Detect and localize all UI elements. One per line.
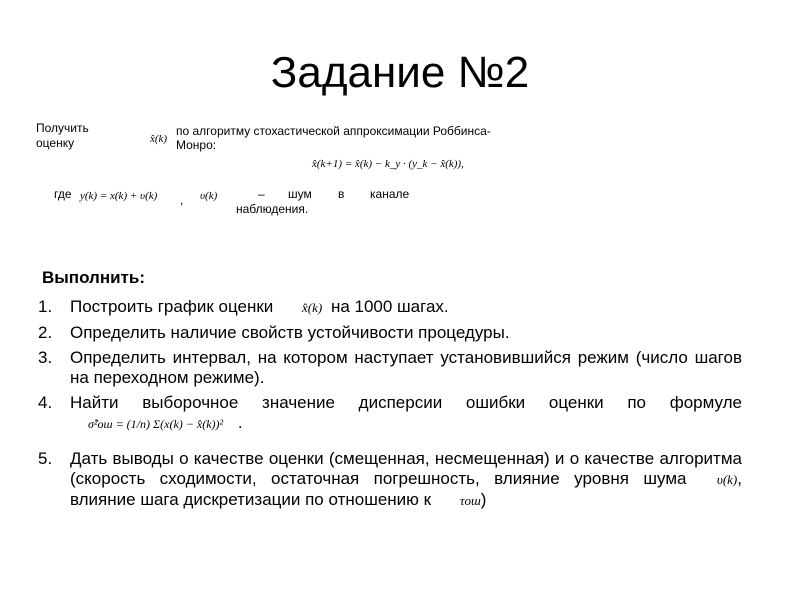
- noise-line-2: наблюдения.: [236, 202, 309, 216]
- estimate-symbol: x̂(k): [302, 300, 323, 315]
- list-item: 3. Определить интервал, на котором наступает установившийся режим (число шагов на переходном режиме).: [38, 348, 742, 387]
- list-item: 1. Построить график оценки x̂(k) на 1000 шагах.: [38, 297, 449, 316]
- noise-dash: –: [258, 187, 265, 201]
- comma: ,: [180, 193, 184, 207]
- variance-formula: σ̂²ош = (1/n) Σ(x(k) − x̂(k))²: [88, 417, 224, 431]
- list-item: 5. Дать выводы о качестве оценки (смещенная, несмещенная) и о качестве алгоритма (скорость сходимости, остаточная погрешность, влияние уровня шума υ(k), влияние шага дискретизации по отношению к τош): [38, 449, 742, 509]
- noise-word-3: канале: [370, 187, 410, 201]
- intro-method-line2: Монро:: [176, 138, 217, 152]
- section-heading: Выполнить:: [42, 268, 145, 287]
- intro-label-estimate: оценку: [36, 136, 75, 150]
- observation-formula: y(k) = x(k) + υ(k): [80, 190, 158, 202]
- noise-symbol: υ(k): [716, 472, 738, 487]
- estimate-symbol: x̂(k): [150, 133, 168, 145]
- algorithm-formula: x̂(k+1) = x̂(k) − k_y · (y_k − x̂(k)),: [312, 158, 464, 170]
- noise-word-1: шум: [288, 187, 312, 201]
- intro-method-line1: по алгоритму стохастической аппроксимации Роббинса-: [176, 124, 491, 138]
- intro-label-get: Получить: [36, 121, 89, 135]
- task-list: [38, 297, 742, 516]
- page-title: Задание №2: [270, 48, 530, 97]
- list-item: 2. Определить наличие свойств устойчивости процедуры.: [38, 323, 510, 342]
- noise-word-2: в: [338, 187, 345, 201]
- tau-symbol: τош: [459, 493, 481, 508]
- where-label: где: [54, 187, 72, 201]
- noise-symbol: υ(k): [200, 190, 218, 202]
- list-item: 4. Найти выборочное значение дисперсии ошибки оценки по формуле σ̂²ош = (1/n) Σ(x(k) − x̂(k))² .: [38, 393, 742, 432]
